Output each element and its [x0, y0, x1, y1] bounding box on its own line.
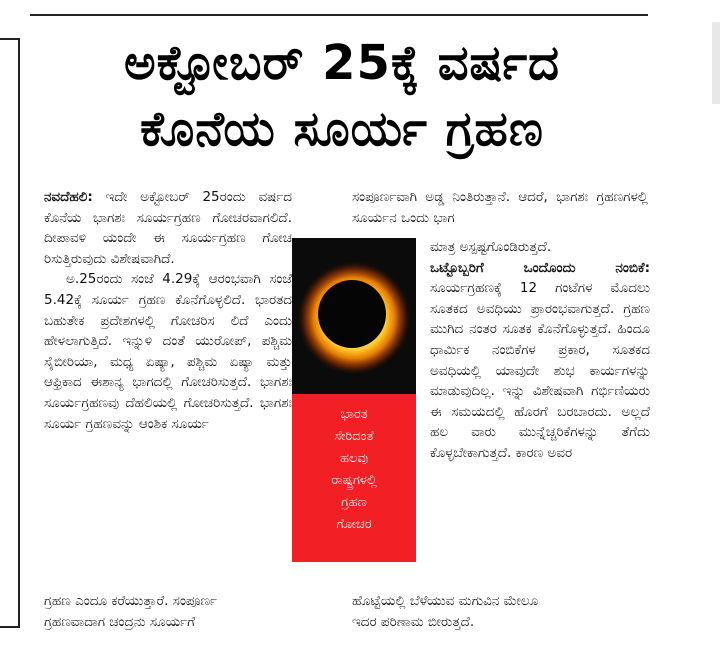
right-body-text: ಸೂರ್ಯಗ್ರಹಣಕ್ಕೆ 12 ಗಂಟೆಗಳ ಮೊದಲು ಸೂತಕದ ಅವಧಿಯು ಪ್ರಾರಂಭವಾಗುತ್ತದೆ. ಗ್ರಹಣ ಮುಗಿದ ನಂತರ ಸೂತಕ ಕೊನೆಗೊಳ್ಳುತ್ತದೆ. ಹಿಂದೂ ಧಾರ್ಮಿಕ ನಂಬಿಕೆಗಳ ಪ್ರಕಾರ, ಸೂತಕದ ಅವಧಿಯಲ್ಲಿ ಯಾವುದೇ ಶುಭ ಕಾರ್ಯಗಳನ್ನು ಮಾಡುವುದಿಲ್ಲ. ಇನ್ನು ವಿಶೇಷವಾಗಿ ಗರ್ಭಿಣಿಯರು ಈ ಸಮಯದಲ್ಲಿ ಹೊರಗೆ ಬರಬಾರದು. ಅಲ್ಲದೆ ಹಲ ವಾರು ಮುನ್ನೆಚ್ಚರಿಕೆಗಳನ್ನು ತೆಗೆದು ಕೊಳ್ಳಬೇಕಾಗುತ್ತದೆ. ಕಾರಣ ಅವರ	[430, 280, 650, 461]
subheading: ಒಟ್ಟೊಬ್ಬರಿಗೆ ಒಂದೊಂದು ನಂಬಿಕೆ:	[430, 259, 650, 276]
scroll-handle[interactable]	[712, 22, 720, 104]
top-rule	[30, 14, 648, 16]
caption-box	[292, 394, 416, 562]
right-intro-text: ಸಂಪೂರ್ಣವಾಗಿ ಅಡ್ಡ ನಿಂತಿರುತ್ತಾನೆ. ಆದರೆ, ಭಾಗಶಃ ಗ್ರಹಣಗಳಲ್ಲಿ ಸೂರ್ಯನ ಒಂದು ಭಾಗ	[352, 189, 648, 226]
eclipse-photo	[292, 238, 416, 394]
intro-text: ಇದೇ ಅಕ್ಟೋಬರ್ 25ರಂದು ವರ್ಷದ ಕೊನೆಯ ಭಾಗಶಃ ಸೂರ್ಯಗ್ರಹಣ ಗೋಚರವಾಗಲಿದೆ. ದೀಪಾವಳಿ ಯಂದೇ ಈ ಸೂರ್ಯಗ್ರಹಣ ಗೋಚ ರಿಸುತ್ತಿರುವುದು ವಿಶೇಷವಾಗಿದೆ.	[44, 189, 293, 267]
body-paragraph	[44, 269, 292, 434]
body-text: ಅ.25ರಂದು ಸಂಜೆ 4.29ಕ್ಕೆ ಆರಂಭವಾಗಿ ಸಂಜೆ 5.42ಕ್ಕೆ ಸೂರ್ಯ ಗ್ರಹಣ ಕೊನೆಗೊಳ್ಳಲಿದೆ. ಭಾರತದ ಬಹುತೇಕ ಪ್ರದೇಶಗಳಲ್ಲಿ ಗೋಚರಿಸ ಲಿದೆ ಎಂದು ಹೇಳಲಾಗುತ್ತಿದೆ. ಇನ್ನುಳಿ ದಂತೆ ಯುರೋಪ್, ಪಶ್ಚಿಮ ಸೈಬೀರಿಯಾ, ಮಧ್ಯ ಏಷ್ಯಾ, ಪಶ್ಚಿಮ ಏಷ್ಯಾ ಮತ್ತು ಆಫ್ರಿಕಾದ ಈಶಾನ್ಯ ಭಾಗದಲ್ಲಿ ಗೋಚರಿಸುತ್ತದೆ. ಭಾಗಶಃ ಸೂರ್ಯಗ್ರಹಣವು ದೆಹಲಿಯಲ್ಲಿ ಗೋಚರಿಸುತ್ತದೆ. ಭಾಗಶಃ ಸೂರ್ಯ ಗ್ರಹಣವನ್ನು ಆಂಶಿಕ ಸೂರ್ಯ	[44, 271, 292, 432]
caption-line: ರಾಷ್ಟ್ರಗಳಲ್ಲಿ	[331, 473, 377, 488]
caption-line: ಗ್ರಹಣ	[341, 495, 367, 510]
headline-line-2: ಕೊನೆಯ ಸೂರ್ಯ ಗ್ರಹಣ	[140, 101, 544, 157]
caption-line: ಗೋಚರ	[336, 517, 372, 532]
intro-paragraph	[44, 187, 292, 269]
adjacent-article-border	[0, 38, 20, 628]
right-column-top	[352, 187, 648, 228]
eclipse-image	[292, 238, 416, 394]
left-bottom-line-1: ಗ್ರಹಣ ಎಂದೂ ಕರೆಯುತ್ತಾರೆ. ಸಂಪೂರ್ಣ	[44, 593, 218, 609]
right-intro-continued: ಮಾತ್ರ ಅಸ್ಪಷ್ಟಗೊಂಡಿರುತ್ತದೆ.	[430, 239, 552, 255]
headline	[30, 30, 654, 162]
right-bottom-line-1: ಹೊಟ್ಟೆಯಲ್ಲಿ ಬೆಳೆಯುವ ಮಗುವಿನ ಮೇಲೂ	[352, 593, 539, 609]
caption-line: ಹಲವು	[339, 451, 369, 466]
right-body-paragraph	[430, 258, 650, 464]
left-bottom-line-2: ಗ್ರಹಣವಾದಾಗ ಚಂದ್ರನು ಸೂರ್ಯಗೆ	[44, 614, 195, 630]
dateline: ನವದೆಹಲಿ:	[44, 189, 93, 205]
right-bottom-line-2: ಇದರ ಪರಿಣಾಮ ಬೀರುತ್ತದೆ.	[352, 614, 475, 630]
headline-line-1: ಅಕ್ಟೋಬರ್ 25ಕ್ಕೆ ವರ್ಷದ	[123, 35, 561, 91]
left-column-intro	[44, 187, 292, 434]
right-column-body	[430, 237, 650, 464]
caption-line: ಭಾರತ	[340, 407, 368, 422]
caption-line: ಸೇರಿದಂತೆ	[334, 429, 374, 444]
